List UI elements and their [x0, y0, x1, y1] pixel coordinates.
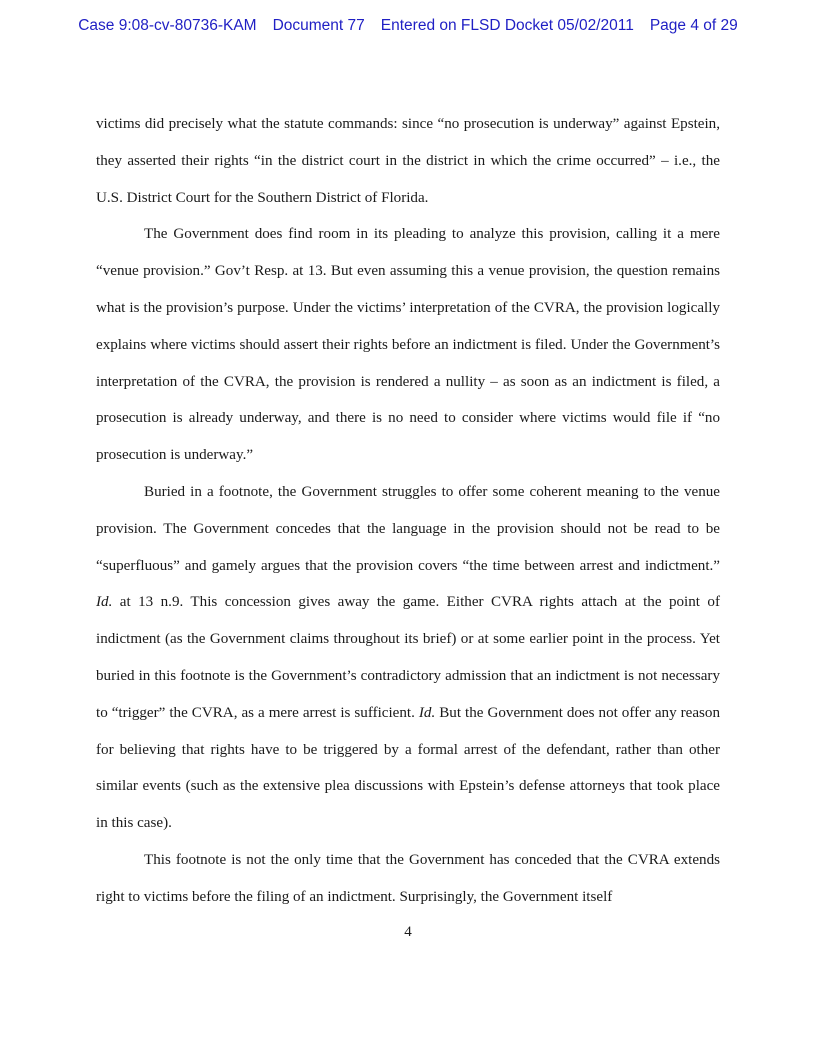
paragraph-text: But the Government does not offer any reason for believing that rights have to be triggered by a formal arrest of the defendant, rather than other similar events (such as the extensive plea discussions with Epstein’s defense attorneys that took place in this case). [96, 704, 721, 832]
citation-id: Id. [418, 704, 436, 721]
paragraph-text: Buried in a footnote, the Government struggles to offer some coherent meaning to the venue provision. The Government concedes that the language in the provision should not be read to be “superfluous” and gamely argues that the provision covers “the time between arrest and indictment.” [96, 483, 720, 574]
paragraph-text: The Government does find room in its pleading to analyze this provision, calling it a mere “venue provision.” Gov’t Resp. at 13. But even assuming this a venue provision, the question remains what is the provision’s purpose. Under the victims’ interpretation of the CVRA, the provision logically explains where victims should assert their rights before an indictment is filed. Under the Government’s interpretation of the CVRA, the provision is rendered a nullity – as soon as an indictment is filed, a prosecution is already underway, and there is no need to consider where victims would file if “no prosecution is underway.” [96, 226, 720, 464]
paragraph-1 [96, 106, 720, 216]
paragraph-2 [96, 216, 720, 474]
docket-entry: Entered on FLSD Docket 05/02/2011 [380, 17, 634, 34]
paragraph-text: at 13 n.9. This concession gives away the game. Either CVRA rights attach at the point of indictment (as the Government claims throughout its brief) or at some earlier point in the process. Yet buried in this footnote is the Government’s contradictory admission that an indictment is not necessary to “trigger” the CVRA, as a mere arrest is sufficient. [96, 594, 720, 721]
paragraph-4 [96, 842, 720, 916]
paragraph-text: victims did precisely what the statute commands: since “no prosecution is underway” against Epstein, they asserted their rights “in the district court in the district in which the crime occurred” – i.e., the U.S. District Court for the Southern District of Florida. [96, 116, 720, 206]
case-number: Case 9:08-cv-80736-KAM [78, 17, 257, 34]
page-info: Page 4 of 29 [649, 17, 738, 34]
docket-header [0, 17, 816, 35]
citation-id: Id. [96, 594, 113, 611]
page-number: 4 [404, 924, 412, 940]
document-number: Document 77 [272, 17, 365, 34]
paragraph-text: This footnote is not the only time that the Government has conceded that the CVRA extends right to victims before the filing of an indictment. Surprisingly, the Government itself [96, 851, 720, 905]
document-body [96, 106, 720, 916]
paragraph-3 [96, 474, 720, 842]
